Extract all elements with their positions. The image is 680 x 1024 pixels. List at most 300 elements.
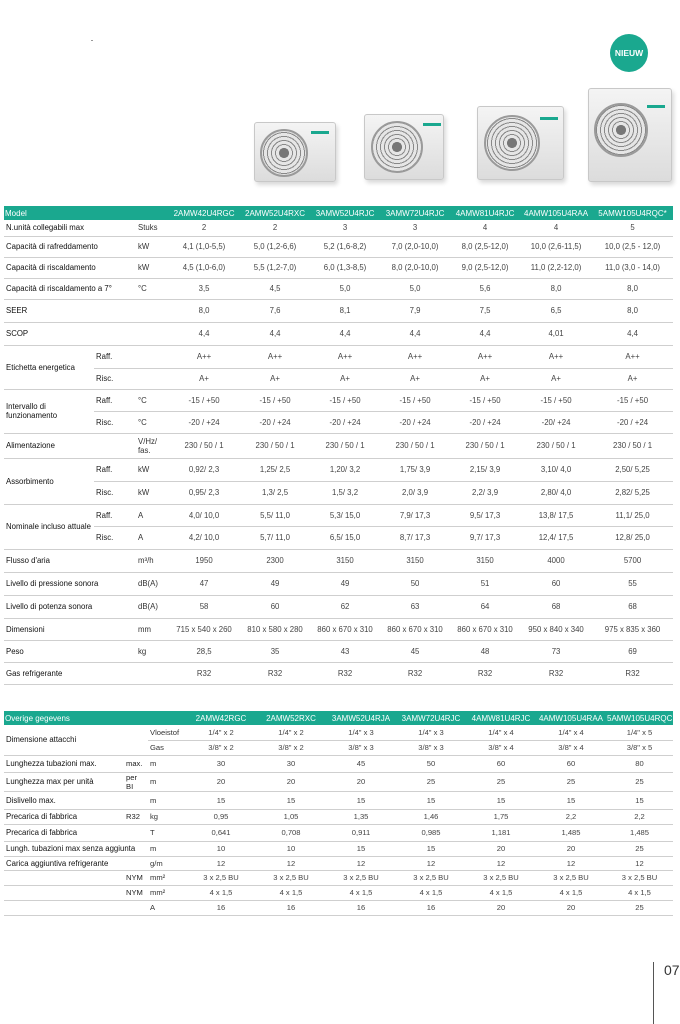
cell: 230 / 50 / 1 xyxy=(310,433,380,458)
cell: 3/8" x 2 xyxy=(186,740,256,755)
row-qual: per BI xyxy=(124,772,148,791)
model-header: Model xyxy=(4,206,168,220)
cell: A+ xyxy=(310,368,380,389)
row-sub: Gas xyxy=(148,740,186,755)
row-unit: kW xyxy=(136,257,168,278)
row-label: Alimentazione xyxy=(4,433,136,458)
cell: 5,5/ 11,0 xyxy=(240,504,310,526)
cell: A++ xyxy=(380,345,450,368)
cell: 25 xyxy=(606,900,673,915)
cell: 1,46 xyxy=(396,809,466,824)
cell: A+ xyxy=(520,368,592,389)
cell: -15 / +50 xyxy=(592,389,673,411)
cell: 0,92/ 2,3 xyxy=(168,458,240,481)
cell: 9,5/ 17,3 xyxy=(450,504,520,526)
cell: 0,985 xyxy=(396,824,466,841)
model-col: 3AMW72U4RJC xyxy=(380,206,450,220)
cell: 975 x 835 x 360 xyxy=(592,618,673,640)
row-label: Lunghezza tubazioni max. xyxy=(4,755,124,772)
row-label: Capacità di rafreddamento xyxy=(4,236,136,257)
cell: 28,5 xyxy=(168,640,240,662)
cell: 4 x 1,5 xyxy=(186,885,256,900)
cell: 15 xyxy=(466,791,536,809)
cell: R32 xyxy=(168,662,240,684)
cell: 230 / 50 / 1 xyxy=(450,433,520,458)
table-row xyxy=(4,322,673,345)
cell: 4,4 xyxy=(380,322,450,345)
cell: 60 xyxy=(240,595,310,618)
cell: 810 x 580 x 280 xyxy=(240,618,310,640)
cell: 16 xyxy=(326,900,396,915)
table-row xyxy=(4,755,673,772)
row-unit: mm² xyxy=(148,870,186,885)
cell: 68 xyxy=(520,595,592,618)
cell: 25 xyxy=(606,841,673,856)
cell: 12 xyxy=(256,856,326,870)
row-sub: Raff. xyxy=(94,458,136,481)
cell: 8,0 xyxy=(168,299,240,322)
row-sub: Raff. xyxy=(94,389,136,411)
row-label: Carica aggiuntiva refrigerante xyxy=(4,856,148,870)
cell: 1950 xyxy=(168,549,240,572)
cell: 1,5/ 3,2 xyxy=(310,481,380,504)
cell: 4 x 1,5 xyxy=(606,885,673,900)
row-sub: Risc. xyxy=(94,526,136,549)
cell: 9,7/ 17,3 xyxy=(450,526,520,549)
row-unit: T xyxy=(148,824,186,841)
cell: 1,35 xyxy=(326,809,396,824)
cell: 5,2 (1,6-8,2) xyxy=(310,236,380,257)
cell: A+ xyxy=(592,368,673,389)
cell: 3 x 2,5 BU xyxy=(186,870,256,885)
cell: 20 xyxy=(466,900,536,915)
table-row xyxy=(4,572,673,595)
cell: 5700 xyxy=(592,549,673,572)
row-label: Dimensioni xyxy=(4,618,136,640)
fan-icon xyxy=(371,121,423,173)
table-row xyxy=(4,345,673,368)
cell: 5,6 xyxy=(450,278,520,299)
cell: 69 xyxy=(592,640,673,662)
table-row xyxy=(4,236,673,257)
row-label: SEER xyxy=(4,299,168,322)
table-row xyxy=(4,900,673,915)
page-divider xyxy=(653,962,654,1024)
fan-icon xyxy=(594,103,648,157)
row-unit: kg xyxy=(136,640,168,662)
row-qual: NYM xyxy=(124,885,148,900)
cell: A+ xyxy=(168,368,240,389)
row-label: Nominale incluso attuale xyxy=(4,504,94,549)
cell: A++ xyxy=(168,345,240,368)
cell: 15 xyxy=(396,841,466,856)
outdoor-unit-image-3 xyxy=(477,106,564,180)
cell: 30 xyxy=(186,755,256,772)
cell: 4,5 (1,0-6,0) xyxy=(168,257,240,278)
cell: 3 x 2,5 BU xyxy=(396,870,466,885)
row-label: N.unità collegabili max xyxy=(4,220,136,236)
cell: -20 / +24 xyxy=(240,411,310,433)
cell: 15 xyxy=(256,791,326,809)
cell: 12 xyxy=(396,856,466,870)
row-label: SCOP xyxy=(4,322,168,345)
cell: 4,4 xyxy=(310,322,380,345)
row-label xyxy=(4,870,124,885)
cell: 3 x 2,5 BU xyxy=(536,870,606,885)
outdoor-unit-image-2 xyxy=(364,114,444,180)
cell: A++ xyxy=(310,345,380,368)
row-label: Capacità di riscaldamento xyxy=(4,257,136,278)
cell: 7,9/ 17,3 xyxy=(380,504,450,526)
cell: A+ xyxy=(450,368,520,389)
cell: 4000 xyxy=(520,549,592,572)
cell: 5,0 xyxy=(310,278,380,299)
table-row xyxy=(4,389,673,411)
cell: 0,641 xyxy=(186,824,256,841)
cell: 2,2 xyxy=(536,809,606,824)
cell: 1,485 xyxy=(536,824,606,841)
cell: 50 xyxy=(396,755,466,772)
cell: 8,1 xyxy=(310,299,380,322)
cell: 1,05 xyxy=(256,809,326,824)
cell: 1/4" x 4 xyxy=(466,725,536,740)
cell: 60 xyxy=(466,755,536,772)
row-unit xyxy=(136,345,168,368)
cell: 20 xyxy=(256,772,326,791)
cell: 12 xyxy=(536,856,606,870)
table-row xyxy=(4,526,673,549)
cell: 1,20/ 3,2 xyxy=(310,458,380,481)
cell: 5 xyxy=(592,220,673,236)
row-label: Assorbimento xyxy=(4,458,94,504)
row-label xyxy=(4,900,124,915)
row-unit xyxy=(136,368,168,389)
cell: 3/8" x 3 xyxy=(326,740,396,755)
cell: -20 / +24 xyxy=(450,411,520,433)
cell: 3150 xyxy=(450,549,520,572)
other-data-table xyxy=(4,711,673,916)
cell: 25 xyxy=(466,772,536,791)
cell: A++ xyxy=(520,345,592,368)
cell: 60 xyxy=(520,572,592,595)
cell: 2,2/ 3,9 xyxy=(450,481,520,504)
table-row xyxy=(4,824,673,841)
cell: 3 xyxy=(380,220,450,236)
cell: 12 xyxy=(326,856,396,870)
cell: 3/8" x 2 xyxy=(256,740,326,755)
cell: R32 xyxy=(310,662,380,684)
model-col: 4AMW81U4RJC xyxy=(450,206,520,220)
cell: -15 / +50 xyxy=(520,389,592,411)
model-col: 2AMW52RXC xyxy=(256,711,326,725)
table-row xyxy=(4,411,673,433)
cell: 3/8" x 4 xyxy=(536,740,606,755)
cell: 47 xyxy=(168,572,240,595)
cell: 950 x 840 x 340 xyxy=(520,618,592,640)
cell: 25 xyxy=(536,772,606,791)
cell: 12,4/ 17,5 xyxy=(520,526,592,549)
cell: 1,25/ 2,5 xyxy=(240,458,310,481)
cell: 11,0 (2,2-12,0) xyxy=(520,257,592,278)
table-row xyxy=(4,772,673,791)
cell: 15 xyxy=(396,791,466,809)
row-unit: kW xyxy=(136,236,168,257)
cell: 2,82/ 5,25 xyxy=(592,481,673,504)
cell: 4 x 1,5 xyxy=(396,885,466,900)
row-unit: A xyxy=(148,900,186,915)
table-row xyxy=(4,640,673,662)
table-row xyxy=(4,433,673,458)
cell: -20 / +24 xyxy=(310,411,380,433)
cell: 7,6 xyxy=(240,299,310,322)
row-unit: °C xyxy=(136,411,168,433)
cell: A++ xyxy=(450,345,520,368)
cell: 230 / 50 / 1 xyxy=(592,433,673,458)
cell: 12 xyxy=(606,856,673,870)
cell: 0,95 xyxy=(186,809,256,824)
row-unit: g/m xyxy=(148,856,186,870)
page-number: 07 xyxy=(664,962,680,978)
cell: 50 xyxy=(380,572,450,595)
cell: 2,2 xyxy=(606,809,673,824)
cell: 20 xyxy=(326,772,396,791)
row-qual: max. xyxy=(124,755,148,772)
cell: 1/4" x 5 xyxy=(606,725,673,740)
cell: 10,0 (2,6-11,5) xyxy=(520,236,592,257)
cell: 1,75/ 3,9 xyxy=(380,458,450,481)
cell: 4,0/ 10,0 xyxy=(168,504,240,526)
row-label: Flusso d'aria xyxy=(4,549,136,572)
row-sub: Risc. xyxy=(94,411,136,433)
cell: 15 xyxy=(606,791,673,809)
cell: 1/4" x 4 xyxy=(536,725,606,740)
table-row xyxy=(4,618,673,640)
cell: -15 / +50 xyxy=(450,389,520,411)
row-unit: m xyxy=(148,841,186,856)
row-label: Livello di pressione sonora xyxy=(4,572,136,595)
cell: 2 xyxy=(168,220,240,236)
table-row xyxy=(4,791,673,809)
model-col: 4AMW105U4RAA xyxy=(536,711,606,725)
row-sub: Risc. xyxy=(94,481,136,504)
cell: 43 xyxy=(310,640,380,662)
cell: R32 xyxy=(520,662,592,684)
cell: 230 / 50 / 1 xyxy=(380,433,450,458)
cell: 1,3/ 2,5 xyxy=(240,481,310,504)
cell: 20 xyxy=(466,841,536,856)
row-qual xyxy=(124,900,148,915)
cell: 73 xyxy=(520,640,592,662)
cell: 3/8" x 5 xyxy=(606,740,673,755)
dot-mark xyxy=(91,40,93,41)
row-unit: m³/h xyxy=(136,549,168,572)
cell: 25 xyxy=(396,772,466,791)
model-col: 5AMW105U4RQC xyxy=(606,711,673,725)
cell: 49 xyxy=(310,572,380,595)
model-col: 3AMW72U4RJC xyxy=(396,711,466,725)
cell: 5,7/ 11,0 xyxy=(240,526,310,549)
table-row xyxy=(4,278,673,299)
cell: 12 xyxy=(186,856,256,870)
row-label: Peso xyxy=(4,640,136,662)
row-unit: m xyxy=(148,755,186,772)
cell: 4,2/ 10,0 xyxy=(168,526,240,549)
brand-logo-icon xyxy=(423,123,441,126)
cell: R32 xyxy=(450,662,520,684)
cell: -15 / +50 xyxy=(310,389,380,411)
cell: 4,4 xyxy=(240,322,310,345)
model-col: 2AMW42U4RGC xyxy=(168,206,240,220)
cell: 11,1/ 25,0 xyxy=(592,504,673,526)
table-row xyxy=(4,725,673,740)
row-sub: Raff. xyxy=(94,345,136,368)
cell: 2,15/ 3,9 xyxy=(450,458,520,481)
cell: 4,01 xyxy=(520,322,592,345)
cell: 25 xyxy=(606,772,673,791)
row-sub: Raff. xyxy=(94,504,136,526)
row-unit: Stuks xyxy=(136,220,168,236)
table-row xyxy=(4,220,673,236)
cell: 0,95/ 2,3 xyxy=(168,481,240,504)
cell: 16 xyxy=(396,900,466,915)
cell: 5,3/ 15,0 xyxy=(310,504,380,526)
row-label: Lungh. tubazioni max senza aggiunta xyxy=(4,841,148,856)
specs-header-row xyxy=(4,206,673,220)
model-col: 2AMW42RGC xyxy=(186,711,256,725)
cell: 4,4 xyxy=(592,322,673,345)
cell: 860 x 670 x 310 xyxy=(450,618,520,640)
cell: 35 xyxy=(240,640,310,662)
table-row xyxy=(4,841,673,856)
cell: A+ xyxy=(240,368,310,389)
cell: 4 x 1,5 xyxy=(256,885,326,900)
model-col: 5AMW105U4RQC* xyxy=(592,206,673,220)
row-unit: mm xyxy=(136,618,168,640)
cell: 4 xyxy=(520,220,592,236)
cell: 2,80/ 4,0 xyxy=(520,481,592,504)
cell: 8,0 (2,5-12,0) xyxy=(450,236,520,257)
specs-table xyxy=(4,206,673,685)
model-col: 4AMW81U4RJC xyxy=(466,711,536,725)
row-label: Dimensione attacchi xyxy=(4,725,148,755)
cell: 3150 xyxy=(310,549,380,572)
cell: 2,50/ 5,25 xyxy=(592,458,673,481)
other-header-row xyxy=(4,711,673,725)
row-unit: dB(A) xyxy=(136,572,168,595)
cell: 15 xyxy=(186,791,256,809)
row-label: Lunghezza max per unità xyxy=(4,772,124,791)
cell: 3150 xyxy=(380,549,450,572)
cell: 0,708 xyxy=(256,824,326,841)
cell: 48 xyxy=(450,640,520,662)
cell: 12,8/ 25,0 xyxy=(592,526,673,549)
row-label xyxy=(4,885,124,900)
outdoor-unit-image-1 xyxy=(254,122,336,182)
cell: 860 x 670 x 310 xyxy=(310,618,380,640)
table-row xyxy=(4,299,673,322)
cell: 7,9 xyxy=(380,299,450,322)
cell: 3/8" x 4 xyxy=(466,740,536,755)
cell: 860 x 670 x 310 xyxy=(380,618,450,640)
cell: A++ xyxy=(592,345,673,368)
cell: R32 xyxy=(240,662,310,684)
cell: 68 xyxy=(592,595,673,618)
cell: -15 / +50 xyxy=(380,389,450,411)
row-sub: Risc. xyxy=(94,368,136,389)
cell: A++ xyxy=(240,345,310,368)
brand-logo-icon xyxy=(540,117,558,120)
cell: 51 xyxy=(450,572,520,595)
row-label: Dislivello max. xyxy=(4,791,148,809)
table-row xyxy=(4,458,673,481)
cell: 1,485 xyxy=(606,824,673,841)
cell: 230 / 50 / 1 xyxy=(168,433,240,458)
cell: 60 xyxy=(536,755,606,772)
cell: 2,0/ 3,9 xyxy=(380,481,450,504)
table-row xyxy=(4,885,673,900)
cell: 10 xyxy=(186,841,256,856)
cell: 62 xyxy=(310,595,380,618)
row-sub: Vloeistof xyxy=(148,725,186,740)
cell: 2300 xyxy=(240,549,310,572)
row-label: Precarica di fabbrica xyxy=(4,809,124,824)
cell: 15 xyxy=(536,791,606,809)
cell: 4 xyxy=(450,220,520,236)
cell: 9,0 (2,5-12,0) xyxy=(450,257,520,278)
cell: 58 xyxy=(168,595,240,618)
cell: 715 x 540 x 260 xyxy=(168,618,240,640)
row-qual: NYM xyxy=(124,870,148,885)
cell: 8,0 xyxy=(520,278,592,299)
row-qual: R32 xyxy=(124,809,148,824)
new-badge: NIEUW xyxy=(610,34,648,72)
row-unit: mm² xyxy=(148,885,186,900)
cell: -20/ +24 xyxy=(520,411,592,433)
brand-logo-icon xyxy=(647,105,665,108)
cell: 3,10/ 4,0 xyxy=(520,458,592,481)
cell: 20 xyxy=(186,772,256,791)
cell: R32 xyxy=(380,662,450,684)
table-row xyxy=(4,662,673,684)
cell: A+ xyxy=(380,368,450,389)
cell: 20 xyxy=(536,841,606,856)
row-unit: dB(A) xyxy=(136,595,168,618)
row-unit: A xyxy=(136,526,168,549)
cell: 10,0 (2,5 - 12,0) xyxy=(592,236,673,257)
cell: 3/8" x 3 xyxy=(396,740,466,755)
cell: 3 xyxy=(310,220,380,236)
cell: 63 xyxy=(380,595,450,618)
cell: 6,0 (1,3-8,5) xyxy=(310,257,380,278)
cell: 7,0 (2,0-10,0) xyxy=(380,236,450,257)
cell: 6,5/ 15,0 xyxy=(310,526,380,549)
model-col: 3AMW52U4RJC xyxy=(310,206,380,220)
cell: 55 xyxy=(592,572,673,595)
cell: 230 / 50 / 1 xyxy=(520,433,592,458)
cell: -15 / +50 xyxy=(240,389,310,411)
row-unit: °C xyxy=(136,278,168,299)
outdoor-unit-image-4 xyxy=(588,88,672,182)
other-header: Overige gegevens xyxy=(4,711,186,725)
table-row xyxy=(4,870,673,885)
row-label: Gas refrigerante xyxy=(4,662,168,684)
cell: 4 x 1,5 xyxy=(326,885,396,900)
cell: 15 xyxy=(326,841,396,856)
table-row xyxy=(4,595,673,618)
cell: 1,181 xyxy=(466,824,536,841)
cell: 1/4" x 3 xyxy=(396,725,466,740)
cell: 13,8/ 17,5 xyxy=(520,504,592,526)
